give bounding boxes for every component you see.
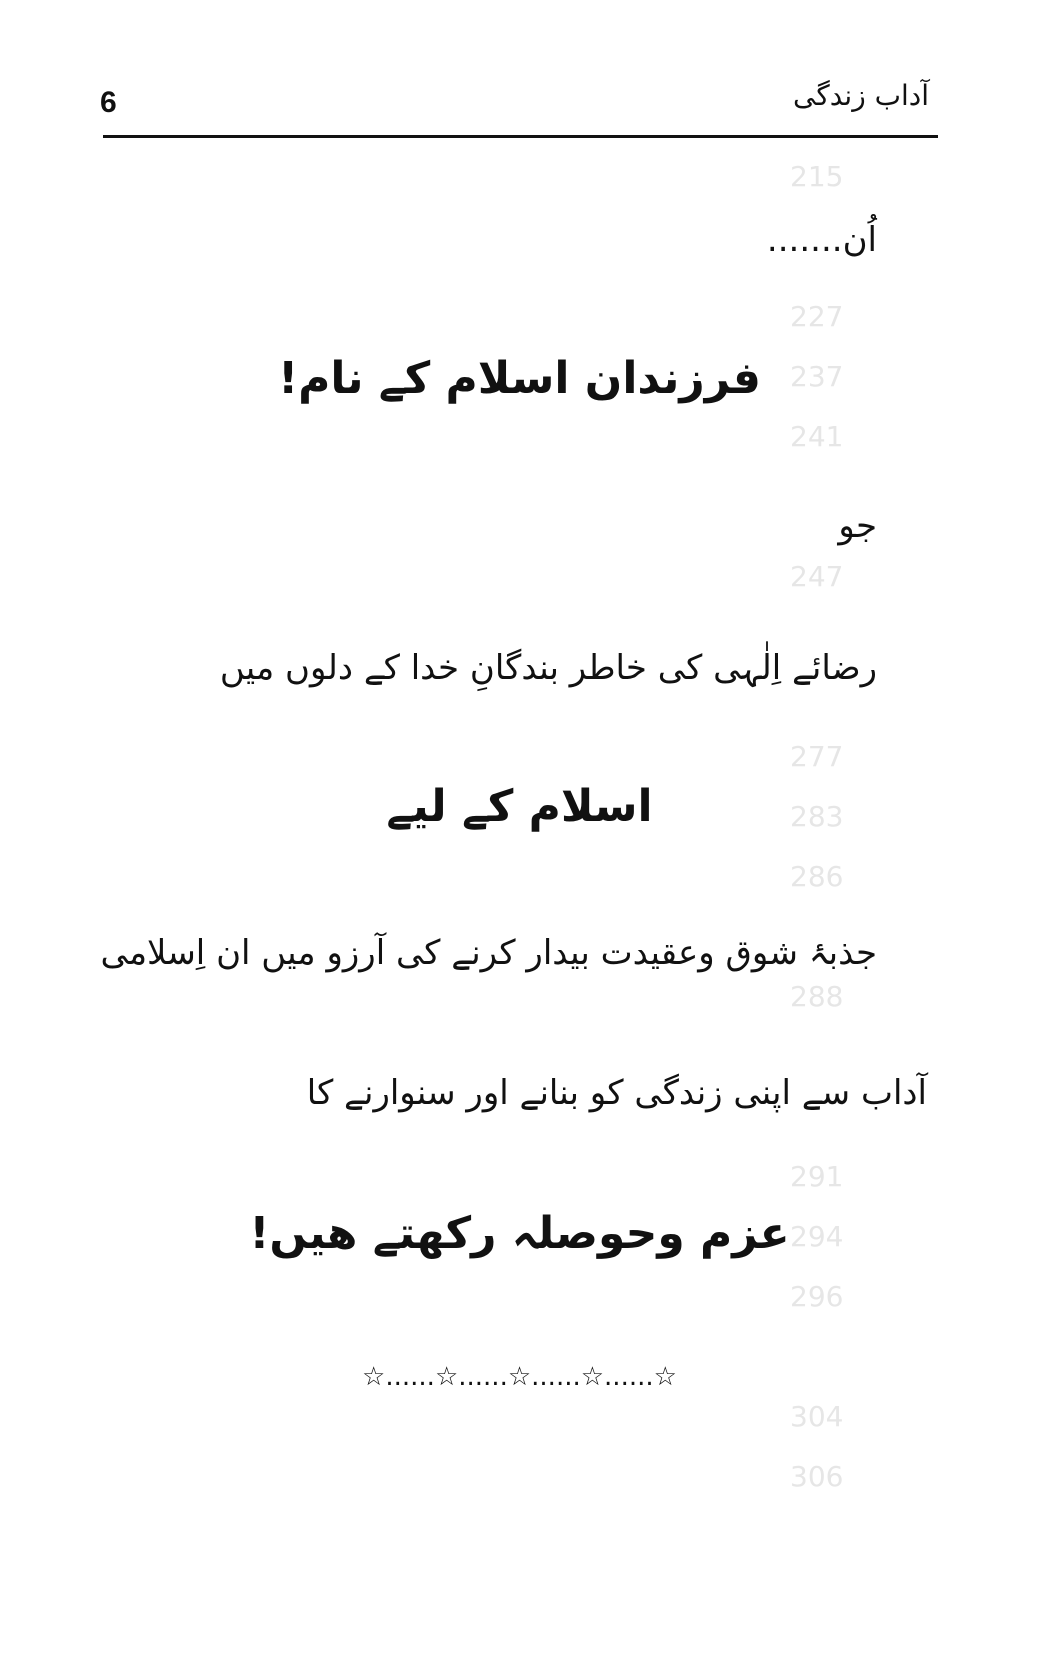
bleed-through-text: 288 — [790, 980, 844, 1013]
running-title: آداب زندگی — [793, 79, 929, 112]
dedication-line-for-divine-pleasure: رضائے اِلٰہی کی خاطر بندگانِ خدا کے دلوں میں — [219, 648, 877, 688]
bleed-through-text: 237 — [790, 360, 844, 393]
bleed-through-text: 241 — [790, 420, 844, 453]
bleed-through-text: 283 — [790, 800, 844, 833]
dedication-line-islamic-etiquette: آداب سے اپنی زندگی کو بنانے اور سنوارنے کا — [306, 1073, 927, 1113]
bleed-through-text: 277 — [790, 740, 844, 773]
bleed-through-text: 227 — [790, 300, 844, 333]
bleed-through-text: 304 — [790, 1400, 844, 1433]
bleed-through-text: 247 — [790, 560, 844, 593]
bleed-through-text: 296 — [790, 1280, 844, 1313]
page-number: 6 — [100, 86, 117, 119]
bleed-through-text: 306 — [790, 1460, 844, 1493]
dedication-heading-resolve: عزم وحوصلہ رکھتے ھیں! — [249, 1208, 790, 1259]
bleed-through-text: 215 — [790, 160, 844, 193]
bleed-through-text: 294 — [790, 1220, 844, 1253]
header-divider — [103, 135, 938, 138]
dedication-line-to: اُن....... — [766, 220, 877, 260]
bleed-through-text: 291 — [790, 1160, 844, 1193]
dedication-line-passion-and-faith: جذبۂ شوق وعقیدت بیدار کرنے کی آرزو میں ان اِسلامی — [100, 933, 877, 973]
star-ornament: ☆......☆......☆......☆......☆ — [362, 1362, 677, 1392]
dedication-line-who: جو — [838, 506, 877, 546]
bleed-through-text: 286 — [790, 860, 844, 893]
dedication-heading-sons-of-islam: فرزندان اسلام کے نام! — [278, 353, 761, 404]
dedication-heading-for-islam: اسلام کے لیے — [386, 781, 653, 832]
